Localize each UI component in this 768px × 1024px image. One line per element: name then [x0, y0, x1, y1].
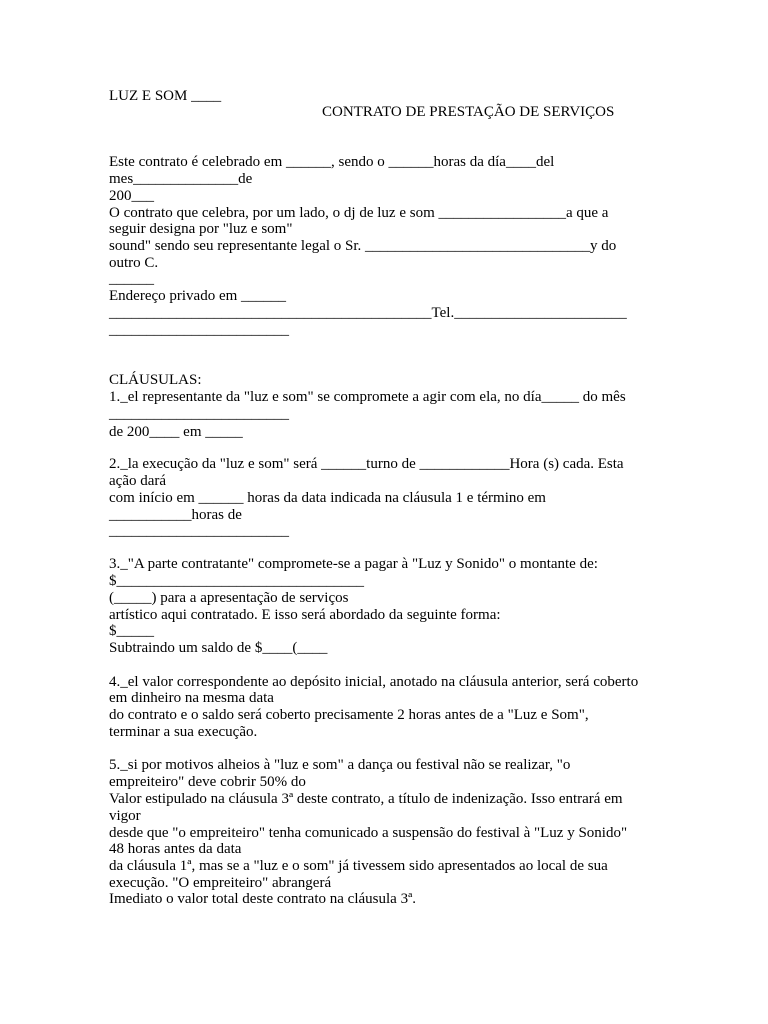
clause-5-line: vigor	[109, 808, 141, 824]
clause-3-line: $_________________________________	[109, 573, 364, 589]
intro-line: ___________________________________________Tel._______________________	[109, 305, 627, 321]
clause-3-line: (_____) para a apresentação de serviços	[109, 590, 349, 606]
clause-5-line: desde que "o empreiteiro" tenha comunicado a suspensão do festival à "Luz y Sonido"	[109, 825, 628, 841]
clauses-heading: CLÁUSULAS:	[109, 372, 202, 388]
clause-2-line: 2._la execução da "luz e som" será ______turno de ____________Hora (s) cada. Esta	[109, 456, 624, 472]
intro-line: Este contrato é celebrado em ______, sendo o ______horas da día____del	[109, 154, 555, 170]
clause-3-line: Subtraindo um saldo de $____(____	[109, 640, 328, 656]
intro-line: mes______________de	[109, 171, 253, 187]
intro-line: O contrato que celebra, por um lado, o dj de luz e som _________________a que a	[109, 205, 609, 221]
clause-5-line: Imediato o valor total deste contrato na cláusula 3ª.	[109, 891, 416, 907]
clause-3-line: $_____	[109, 623, 154, 639]
clause-2-line: ________________________	[109, 523, 289, 539]
clause-2-line: com início em ______ horas da data indicada na cláusula 1 e término em	[109, 490, 546, 506]
intro-line: 200___	[109, 188, 154, 204]
clause-4-line: em dinheiro na mesma data	[109, 690, 274, 706]
document-title: CONTRATO DE PRESTAÇÃO DE SERVIÇOS	[322, 104, 615, 120]
clause-5-line: empreiteiro" deve cobrir 50% do	[109, 774, 306, 790]
clause-2-line: ação dará	[109, 473, 167, 489]
clause-5-line: Valor estipulado na cláusula 3ª deste contrato, a título de indenização. Isso entrará em	[109, 791, 623, 807]
clause-4-line: terminar a sua execução.	[109, 724, 258, 740]
clause-4-line: 4._el valor correspondente ao depósito inicial, anotado na cláusula anterior, será coberto	[109, 674, 639, 690]
intro-line: outro C.	[109, 255, 159, 271]
clause-2-line: ___________horas de	[109, 507, 242, 523]
intro-line: ________________________	[109, 322, 289, 338]
intro-line: seguir designa por "luz e som"	[109, 221, 293, 237]
intro-line: sound" sendo seu representante legal o Sr. ______________________________y do	[109, 238, 617, 254]
clause-5-line: execução. "O empreiteiro" abrangerá	[109, 875, 332, 891]
clause-5-line: da cláusula 1ª, mas se a "luz e o som" já tivessem sido apresentados ao local de sua	[109, 858, 608, 874]
clause-5-line: 5._si por motivos alheios à "luz e som" a dança ou festival não se realizar, "o	[109, 757, 571, 773]
intro-line: Endereço privado em ______	[109, 288, 287, 304]
intro-line: ______	[109, 271, 154, 287]
clause-1-line: ________________________	[109, 406, 289, 422]
clause-4-line: do contrato e o saldo será coberto precisamente 2 horas antes de a "Luz e Som",	[109, 707, 589, 723]
company-line: LUZ E SOM ____	[109, 88, 222, 104]
clause-1-line: 1._el representante da "luz e som" se compromete a agir com ela, no día_____ do mês	[109, 389, 626, 405]
clause-3-line: artístico aqui contratado. E isso será abordado da seguinte forma:	[109, 607, 501, 623]
clause-5-line: 48 horas antes da data	[109, 841, 242, 857]
clause-3-line: 3._"A parte contratante" compromete-se a pagar à "Luz y Sonido" o montante de:	[109, 556, 598, 572]
clause-1-line: de 200____ em _____	[109, 424, 243, 440]
